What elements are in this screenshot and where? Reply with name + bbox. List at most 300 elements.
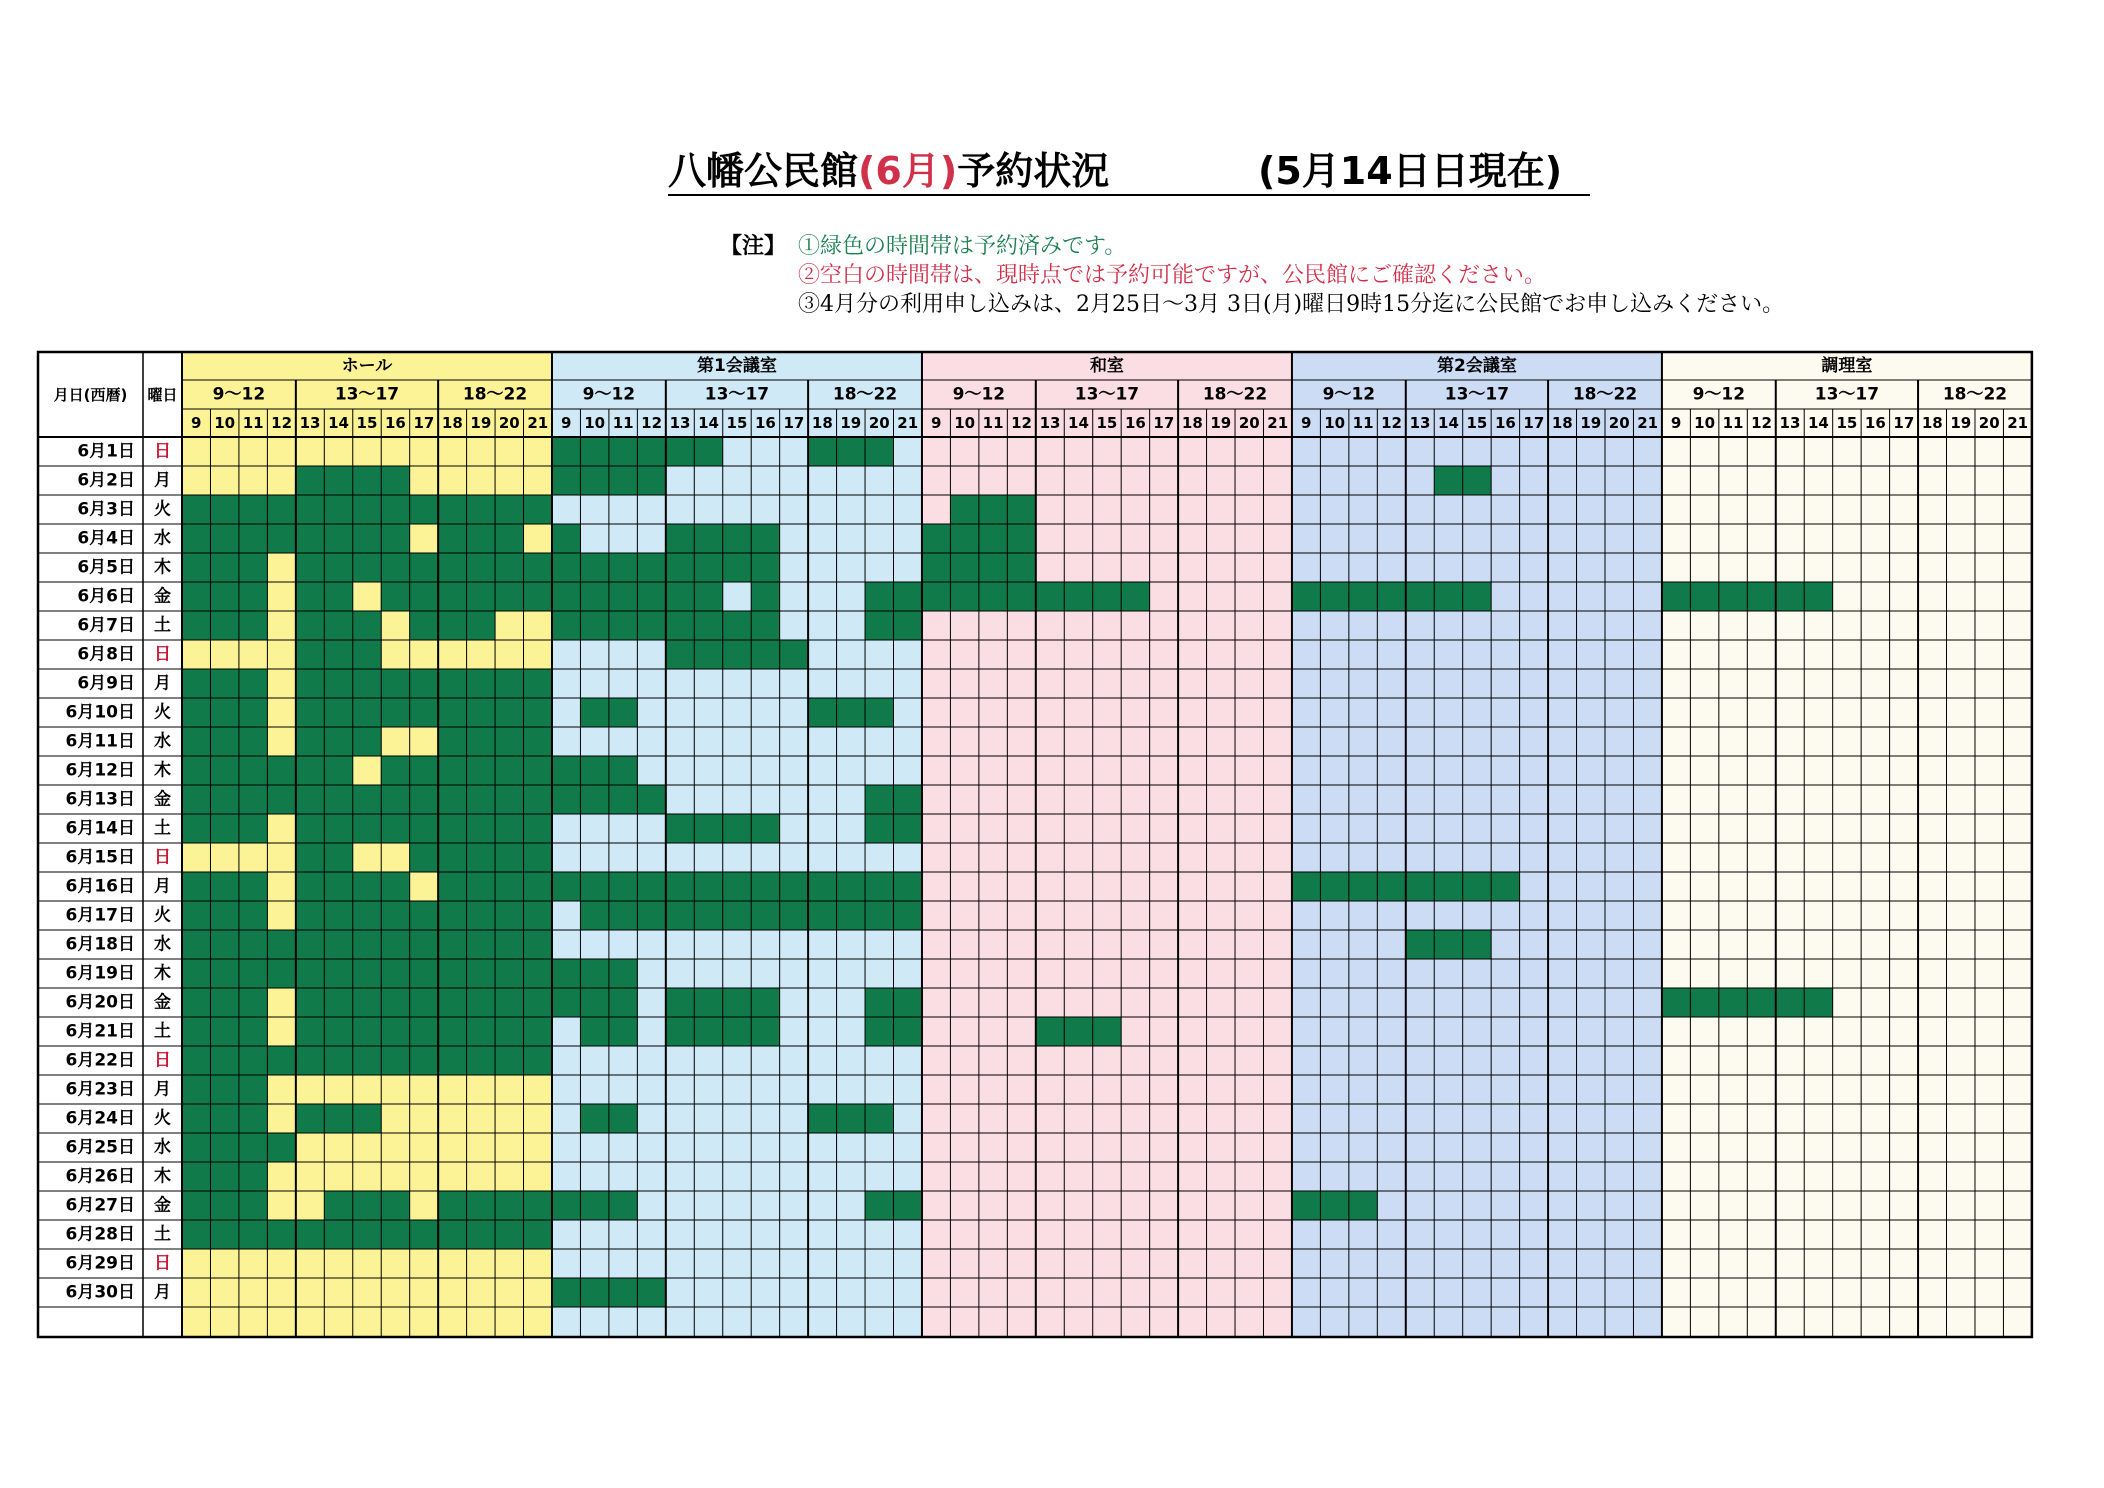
hour-label: 17 xyxy=(1153,414,1175,432)
booked-slot xyxy=(352,669,381,699)
booked-slot xyxy=(865,785,894,815)
booked-slot xyxy=(296,988,325,1018)
booked-slot xyxy=(466,901,495,931)
booked-slot xyxy=(182,756,211,786)
room-name: 第2会議室 xyxy=(1437,356,1517,376)
booked-slot xyxy=(950,524,979,554)
booked-slot xyxy=(637,1278,666,1308)
date-label: 6月18日 xyxy=(65,934,135,955)
booked-slot xyxy=(409,756,438,786)
booked-slot xyxy=(694,872,723,902)
booked-slot xyxy=(751,901,780,931)
booked-slot xyxy=(239,1046,268,1076)
booked-slot xyxy=(580,872,609,902)
booked-slot xyxy=(1405,582,1434,612)
booked-slot xyxy=(210,1220,239,1250)
booked-slot xyxy=(1292,872,1321,902)
booked-slot xyxy=(296,553,325,583)
booked-slot xyxy=(523,872,552,902)
booked-slot xyxy=(495,988,524,1018)
booked-slot xyxy=(296,1220,325,1250)
time-group-label: 13～17 xyxy=(1074,384,1140,405)
time-group-label: 9～12 xyxy=(1692,384,1746,405)
booked-slot xyxy=(523,698,552,728)
booked-slot xyxy=(1349,872,1378,902)
weekday-label: 月 xyxy=(154,876,171,897)
booked-slot xyxy=(523,553,552,583)
booked-slot xyxy=(438,524,467,554)
hour-label: 15 xyxy=(1466,414,1488,432)
title-suffix: 予約状況 xyxy=(957,149,1110,193)
weekday-label: 水 xyxy=(154,731,171,752)
booked-slot xyxy=(779,640,808,670)
booked-slot xyxy=(182,698,211,728)
booked-slot xyxy=(182,582,211,612)
booked-slot xyxy=(1747,988,1776,1018)
booked-slot xyxy=(523,669,552,699)
booked-slot xyxy=(239,727,268,757)
booked-slot xyxy=(182,1046,211,1076)
booked-slot xyxy=(182,727,211,757)
booked-slot xyxy=(352,1220,381,1250)
hour-label: 21 xyxy=(1637,414,1659,432)
time-group-label: 13～17 xyxy=(1444,384,1510,405)
date-label: 6月26日 xyxy=(65,1166,135,1187)
booked-slot xyxy=(239,1220,268,1250)
booked-slot xyxy=(666,1017,695,1047)
booked-slot xyxy=(239,582,268,612)
booked-slot xyxy=(1320,872,1349,902)
booked-slot xyxy=(552,785,581,815)
booked-slot xyxy=(637,466,666,496)
booked-slot xyxy=(296,669,325,699)
booked-slot xyxy=(666,524,695,554)
booked-slot xyxy=(210,669,239,699)
weekday-label: 水 xyxy=(154,1137,171,1158)
hour-label: 20 xyxy=(1608,414,1630,432)
booked-slot xyxy=(1434,582,1463,612)
booked-slot xyxy=(210,785,239,815)
booked-slot xyxy=(609,582,638,612)
hour-label: 9 xyxy=(1300,414,1312,432)
booked-slot xyxy=(409,698,438,728)
booked-slot xyxy=(352,901,381,931)
booked-slot xyxy=(523,930,552,960)
booked-slot xyxy=(267,959,296,989)
hour-label: 21 xyxy=(2007,414,2029,432)
booked-slot xyxy=(182,553,211,583)
date-label: 6月11日 xyxy=(65,731,135,752)
booked-slot xyxy=(324,901,353,931)
date-label: 6月30日 xyxy=(65,1282,135,1303)
booked-slot xyxy=(865,814,894,844)
booked-slot xyxy=(352,698,381,728)
booked-slot xyxy=(381,553,410,583)
date-label: 6月3日 xyxy=(77,499,135,520)
booked-slot xyxy=(751,553,780,583)
booked-slot xyxy=(580,1104,609,1134)
booked-slot xyxy=(552,1278,581,1308)
booked-slot xyxy=(950,553,979,583)
booked-slot xyxy=(409,1046,438,1076)
hour-label: 11 xyxy=(242,414,264,432)
hour-label: 13 xyxy=(299,414,321,432)
booked-slot xyxy=(523,814,552,844)
booked-slot xyxy=(352,872,381,902)
time-group-label: 13～17 xyxy=(704,384,770,405)
hour-label: 18 xyxy=(1921,414,1943,432)
date-label: 6月14日 xyxy=(65,818,135,839)
booked-slot xyxy=(580,756,609,786)
booked-slot xyxy=(182,495,211,525)
booked-slot xyxy=(324,495,353,525)
booked-slot xyxy=(865,611,894,641)
booked-slot xyxy=(239,930,268,960)
hour-label: 14 xyxy=(698,414,719,432)
booked-slot xyxy=(409,930,438,960)
hour-label: 16 xyxy=(754,414,776,432)
booked-slot xyxy=(1462,930,1491,960)
booked-slot xyxy=(324,930,353,960)
booked-slot xyxy=(409,611,438,641)
booked-slot xyxy=(694,901,723,931)
booked-slot xyxy=(409,1017,438,1047)
booked-slot xyxy=(352,1191,381,1221)
booked-slot xyxy=(438,727,467,757)
booked-slot xyxy=(324,988,353,1018)
booked-slot xyxy=(495,872,524,902)
date-label: 6月25日 xyxy=(65,1137,135,1158)
as-of-date: (5月14日日現在) xyxy=(1258,149,1563,193)
booked-slot xyxy=(466,582,495,612)
booked-slot xyxy=(438,814,467,844)
booked-slot xyxy=(495,698,524,728)
booked-slot xyxy=(381,814,410,844)
booked-slot xyxy=(296,466,325,496)
booked-slot xyxy=(1007,553,1036,583)
hour-label: 19 xyxy=(840,414,862,432)
booked-slot xyxy=(893,611,922,641)
booked-slot xyxy=(751,582,780,612)
booked-slot xyxy=(296,524,325,554)
hour-label: 10 xyxy=(214,414,236,432)
booked-slot xyxy=(381,1191,410,1221)
booked-slot xyxy=(438,1046,467,1076)
booked-slot xyxy=(182,1075,211,1105)
date-header: 月日(西暦) xyxy=(53,386,128,404)
booked-slot xyxy=(381,698,410,728)
booked-slot xyxy=(352,814,381,844)
booked-slot xyxy=(182,814,211,844)
weekday-label: 日 xyxy=(154,847,171,868)
booked-slot xyxy=(580,553,609,583)
date-label: 6月19日 xyxy=(65,963,135,984)
booked-slot xyxy=(239,553,268,583)
booked-slot xyxy=(523,756,552,786)
weekday-label: 木 xyxy=(154,963,171,984)
booked-slot xyxy=(580,901,609,931)
booked-slot xyxy=(609,437,638,467)
booked-slot xyxy=(267,1046,296,1076)
booked-slot xyxy=(495,553,524,583)
booked-slot xyxy=(580,582,609,612)
booked-slot xyxy=(182,901,211,931)
booked-slot xyxy=(182,1220,211,1250)
booked-slot xyxy=(210,1191,239,1221)
booked-slot xyxy=(495,814,524,844)
booked-slot xyxy=(296,495,325,525)
booked-slot xyxy=(1377,582,1406,612)
booked-slot xyxy=(438,901,467,931)
booked-slot xyxy=(352,495,381,525)
booked-slot xyxy=(438,698,467,728)
hour-label: 21 xyxy=(897,414,919,432)
booked-slot xyxy=(324,1104,353,1134)
booked-slot xyxy=(523,959,552,989)
booked-slot xyxy=(751,524,780,554)
hour-label: 16 xyxy=(1864,414,1886,432)
booked-slot xyxy=(352,524,381,554)
weekday-label: 火 xyxy=(154,702,171,723)
booked-slot xyxy=(210,1133,239,1163)
booked-slot xyxy=(523,843,552,873)
booked-slot xyxy=(552,988,581,1018)
hour-label: 18 xyxy=(1551,414,1573,432)
hour-label: 20 xyxy=(498,414,520,432)
weekday-label: 火 xyxy=(154,499,171,520)
time-group-label: 18～22 xyxy=(462,384,528,405)
booked-slot xyxy=(751,872,780,902)
booked-slot xyxy=(182,959,211,989)
booked-slot xyxy=(751,1017,780,1047)
booked-slot xyxy=(438,1220,467,1250)
booked-slot xyxy=(694,524,723,554)
booked-slot xyxy=(438,785,467,815)
booked-slot xyxy=(1064,582,1093,612)
booked-slot xyxy=(1121,582,1150,612)
booked-slot xyxy=(352,785,381,815)
booked-slot xyxy=(808,698,837,728)
booked-slot xyxy=(239,1162,268,1192)
booked-slot xyxy=(381,756,410,786)
booked-slot xyxy=(922,582,951,612)
booked-slot xyxy=(239,1191,268,1221)
hour-label: 21 xyxy=(1267,414,1289,432)
booked-slot xyxy=(324,669,353,699)
booked-slot xyxy=(1491,872,1520,902)
hour-label: 14 xyxy=(1438,414,1459,432)
date-label: 6月10日 xyxy=(65,702,135,723)
hour-label: 21 xyxy=(527,414,549,432)
hour-label: 18 xyxy=(811,414,833,432)
booked-slot xyxy=(352,611,381,641)
booked-slot xyxy=(352,640,381,670)
booked-slot xyxy=(1064,1017,1093,1047)
booked-slot xyxy=(296,582,325,612)
booked-slot xyxy=(296,727,325,757)
date-label: 6月2日 xyxy=(77,470,135,491)
time-group-label: 18～22 xyxy=(1202,384,1268,405)
booked-slot xyxy=(466,959,495,989)
booked-slot xyxy=(466,611,495,641)
booked-slot xyxy=(239,756,268,786)
booked-slot xyxy=(296,930,325,960)
weekday-label: 金 xyxy=(154,992,171,1013)
booked-slot xyxy=(438,843,467,873)
booked-slot xyxy=(865,1104,894,1134)
note-tag: 【注】 xyxy=(720,233,787,259)
booked-slot xyxy=(210,582,239,612)
date-label: 6月6日 xyxy=(77,586,135,607)
hour-label: 11 xyxy=(1722,414,1744,432)
date-label: 6月17日 xyxy=(65,905,135,926)
room-background xyxy=(1662,352,2032,1337)
booked-slot xyxy=(352,1017,381,1047)
booked-slot xyxy=(210,1162,239,1192)
hour-label: 11 xyxy=(1352,414,1374,432)
booked-slot xyxy=(523,1017,552,1047)
date-label: 6月12日 xyxy=(65,760,135,781)
booked-slot xyxy=(210,553,239,583)
booked-slot xyxy=(296,959,325,989)
booked-slot xyxy=(210,959,239,989)
booked-slot xyxy=(438,495,467,525)
booked-slot xyxy=(1462,872,1491,902)
booked-slot xyxy=(182,524,211,554)
hour-label: 19 xyxy=(1950,414,1972,432)
hour-label: 13 xyxy=(1039,414,1061,432)
weekday-label: 月 xyxy=(154,673,171,694)
booked-slot xyxy=(523,582,552,612)
booked-slot xyxy=(352,988,381,1018)
booked-slot xyxy=(296,698,325,728)
weekday-header: 曜日 xyxy=(147,386,178,404)
booked-slot xyxy=(182,1133,211,1163)
weekday-label: 金 xyxy=(154,586,171,607)
booked-slot xyxy=(580,1191,609,1221)
booked-slot xyxy=(324,1017,353,1047)
booked-slot xyxy=(466,988,495,1018)
booked-slot xyxy=(808,901,837,931)
weekday-label: 木 xyxy=(154,760,171,781)
booked-slot xyxy=(466,814,495,844)
booked-slot xyxy=(1434,466,1463,496)
booked-slot xyxy=(409,814,438,844)
booked-slot xyxy=(296,1046,325,1076)
booked-slot xyxy=(979,553,1008,583)
booked-slot xyxy=(466,727,495,757)
date-label: 6月7日 xyxy=(77,615,135,636)
booked-slot xyxy=(1747,582,1776,612)
booked-slot xyxy=(865,582,894,612)
booked-slot xyxy=(1007,524,1036,554)
booked-slot xyxy=(637,611,666,641)
booked-slot xyxy=(609,611,638,641)
booked-slot xyxy=(637,582,666,612)
booked-slot xyxy=(466,669,495,699)
booked-slot xyxy=(751,611,780,641)
booked-slot xyxy=(552,756,581,786)
booked-slot xyxy=(267,495,296,525)
booked-slot xyxy=(352,727,381,757)
booked-slot xyxy=(267,1133,296,1163)
date-label: 6月9日 xyxy=(77,673,135,694)
booked-slot xyxy=(694,1017,723,1047)
booked-slot xyxy=(637,872,666,902)
booked-slot xyxy=(296,756,325,786)
hour-label: 12 xyxy=(1011,414,1033,432)
booked-slot xyxy=(1804,988,1833,1018)
booked-slot xyxy=(495,843,524,873)
hour-label: 16 xyxy=(1494,414,1516,432)
booked-slot xyxy=(438,1191,467,1221)
booked-slot xyxy=(609,959,638,989)
hour-label: 11 xyxy=(612,414,634,432)
hour-label: 16 xyxy=(385,414,406,432)
booked-slot xyxy=(1036,582,1065,612)
room-background xyxy=(552,352,922,1337)
date-label: 6月22日 xyxy=(65,1050,135,1071)
booked-slot xyxy=(979,495,1008,525)
booked-slot xyxy=(580,1017,609,1047)
booked-slot xyxy=(296,611,325,641)
booked-slot xyxy=(666,553,695,583)
booked-slot xyxy=(1775,582,1804,612)
booked-slot xyxy=(324,640,353,670)
booked-slot xyxy=(580,959,609,989)
booked-slot xyxy=(637,553,666,583)
hour-label: 9 xyxy=(930,414,942,432)
time-group-label: 9～12 xyxy=(582,384,636,405)
booked-slot xyxy=(1434,930,1463,960)
booked-slot xyxy=(893,1017,922,1047)
date-label: 6月29日 xyxy=(65,1253,135,1274)
booked-slot xyxy=(296,901,325,931)
booked-slot xyxy=(409,669,438,699)
weekday-label: 土 xyxy=(154,1021,171,1042)
booked-slot xyxy=(1719,582,1748,612)
booked-slot xyxy=(552,959,581,989)
booked-slot xyxy=(495,1220,524,1250)
weekday-label: 日 xyxy=(154,441,171,462)
booked-slot xyxy=(466,930,495,960)
booked-slot xyxy=(666,611,695,641)
booked-slot xyxy=(239,901,268,931)
date-label: 6月1日 xyxy=(77,441,135,462)
hour-label: 17 xyxy=(1523,414,1545,432)
hour-label: 17 xyxy=(1893,414,1915,432)
booked-slot xyxy=(609,1191,638,1221)
room-name: 調理室 xyxy=(1821,356,1873,376)
hour-label: 10 xyxy=(584,414,606,432)
booked-slot xyxy=(808,437,837,467)
hour-label: 10 xyxy=(1324,414,1346,432)
time-group-label: 18～22 xyxy=(1942,384,2008,405)
weekday-label: 日 xyxy=(154,1050,171,1071)
booked-slot xyxy=(466,872,495,902)
date-label: 6月15日 xyxy=(65,847,135,868)
booked-slot xyxy=(836,901,865,931)
booked-slot xyxy=(523,988,552,1018)
booked-slot xyxy=(466,756,495,786)
booked-slot xyxy=(182,1162,211,1192)
booked-slot xyxy=(466,1220,495,1250)
booked-slot xyxy=(523,1220,552,1250)
booked-slot xyxy=(1292,1191,1321,1221)
weekday-label: 土 xyxy=(154,818,171,839)
booked-slot xyxy=(210,814,239,844)
booked-slot xyxy=(381,901,410,931)
